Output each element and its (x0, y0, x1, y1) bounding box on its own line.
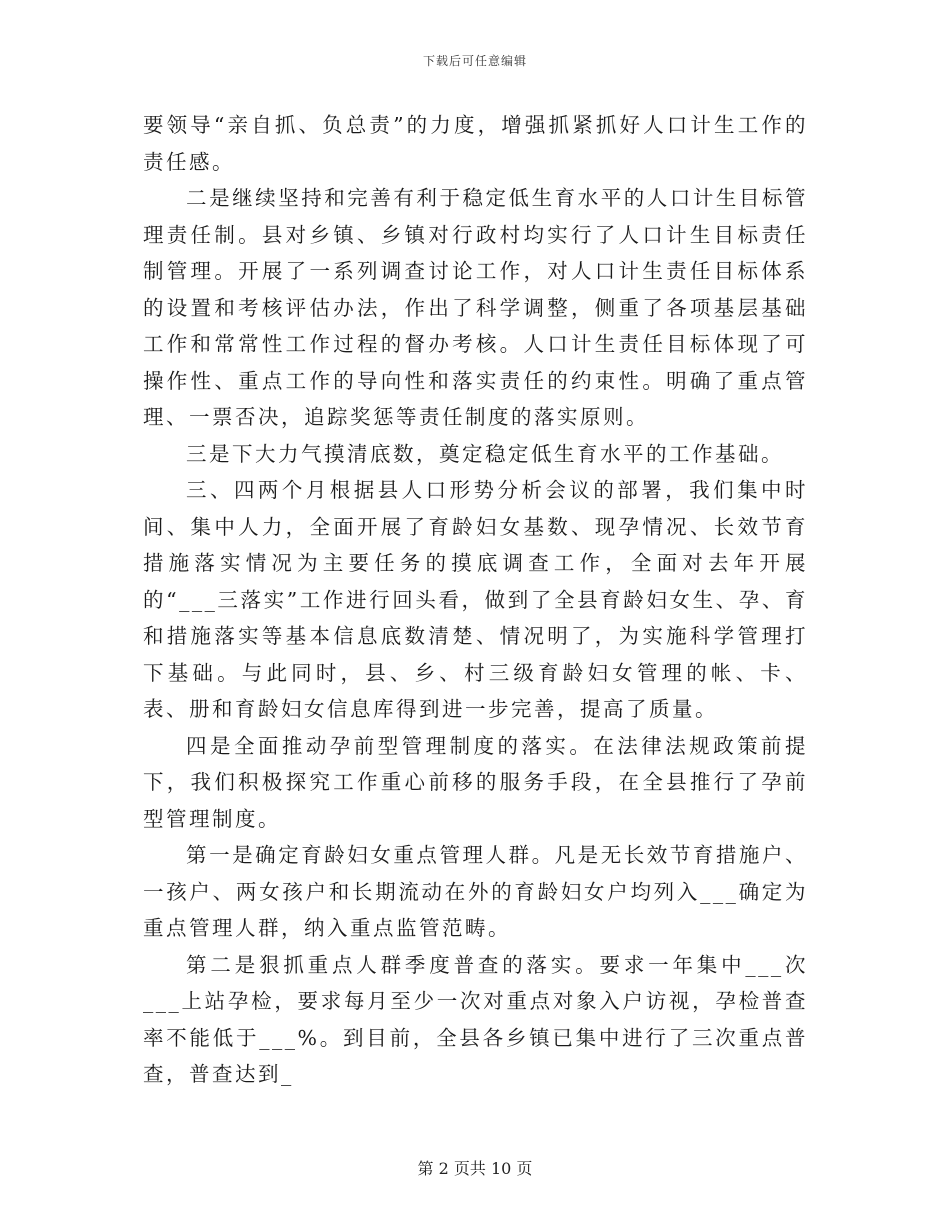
document-body (143, 107, 808, 1093)
page-header: 下载后可任意编辑 (422, 54, 527, 68)
page-footer: 第 2 页共 10 页 (417, 1159, 533, 1178)
paragraph-2: 二是继续坚持和完善有利于稳定低生育水平的人口计生目标管理责任制。县对乡镇、乡镇对行政村均实行了人口计生目标责任制管理。开展了一系列调查讨论工作，对人口计生责任目标体系的设置和考核评估办法，作出了科学调整，侧重了各项基层基础工作和常常性工作过程的督办考核。人口计生责任目标体现了可操作性、重点工作的导向性和落实责任的约束性。明确了重点管理、一票否决，追踪奖惩等责任制度的落实原则。 (143, 186, 808, 429)
paragraph-1: 要领导“亲自抓、负总责”的力度，增强抓紧抓好人口计生工作的责任感。 (143, 113, 808, 174)
paragraph-5: 四是全面推动孕前型管理制度的落实。在法律法规政策前提下，我们积极探究工作重心前移的服务手段，在全县推行了孕前型管理制度。 (143, 733, 808, 831)
paragraph-7: 第二是狠抓重点人群季度普查的落实。要求一年集中___次___上站孕检，要求每月至少一次对重点对象入户访视，孕检普查率不能低于___%。到目前，全县各乡镇已集中进行了三次重点普查，普查达到_ (143, 952, 808, 1086)
paragraph-3: 三是下大力气摸清底数，奠定稳定低生育水平的工作基础。 (186, 441, 785, 466)
paragraph-6: 第一是确定育龄妇女重点管理人群。凡是无长效节育措施户、一孩户、两女孩户和长期流动在外的育龄妇女户均列入___确定为重点管理人群，纳入重点监管范畴。 (143, 843, 808, 940)
paragraph-4: 三、四两个月根据县人口形势分析会议的部署，我们集中时间、集中人力，全面开展了育龄妇女基数、现孕情况、长效节育措施落实情况为主要任务的摸底调查工作，全面对去年开展的“___三落实”工作进行回头看，做到了全县育龄妇女生、孕、育和措施落实等基本信息底数清楚、情况明了，为实施科学管理打下基础。与此同时，县、乡、村三级育龄妇女管理的帐、卡、表、册和育龄妇女信息库得到进一步完善，提高了质量。 (143, 478, 808, 721)
